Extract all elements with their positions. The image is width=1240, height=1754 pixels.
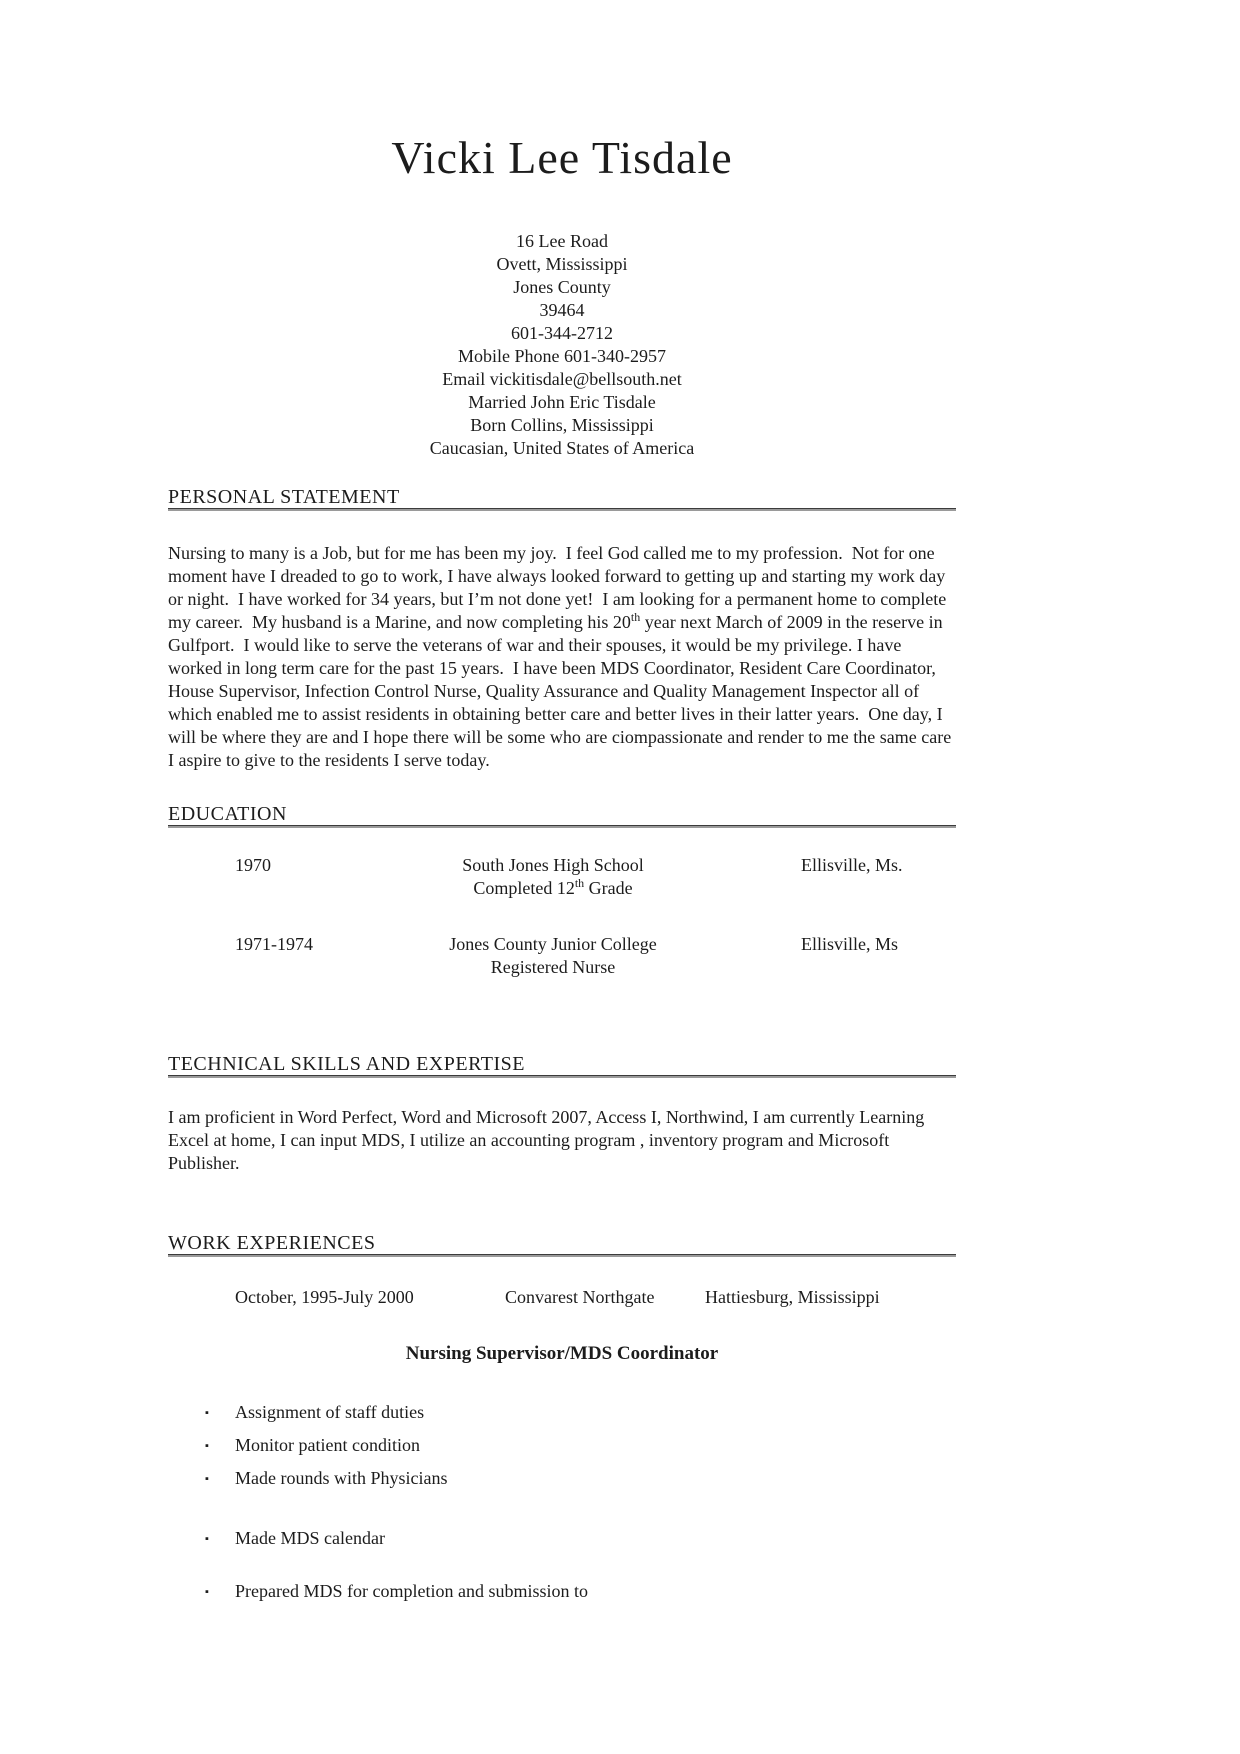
duty-text: Prepared MDS for completion and submission to bbox=[235, 1581, 588, 1601]
education-years: 1970 bbox=[235, 855, 271, 875]
education-school-name: South Jones High School bbox=[462, 855, 644, 875]
job-dates: October, 1995-July 2000 bbox=[235, 1287, 414, 1307]
contact-line-marital: Married John Eric Tisdale bbox=[468, 392, 656, 412]
duty-text: Monitor patient condition bbox=[235, 1435, 420, 1455]
bullet-icon: ▪ bbox=[205, 1533, 209, 1545]
contact-line-mobile: Mobile Phone 601-340-2957 bbox=[458, 346, 666, 366]
contact-block bbox=[168, 230, 956, 460]
education-rule bbox=[168, 825, 956, 828]
contact-line-email: Email vickitisdale@bellsouth.net bbox=[442, 369, 682, 389]
personal-statement-superscript: th bbox=[630, 610, 641, 624]
education-location: Ellisville, Ms bbox=[801, 934, 899, 954]
bullet-icon: ▪ bbox=[205, 1586, 209, 1598]
technical-skills-heading: TECHNICAL SKILLS AND EXPERTISE bbox=[168, 1053, 525, 1075]
education-school-name: Jones County Junior College bbox=[449, 934, 657, 954]
contact-line-zip: 39464 bbox=[539, 300, 585, 320]
list-item bbox=[168, 1527, 956, 1553]
list-item bbox=[168, 1401, 956, 1427]
education-school bbox=[333, 854, 773, 900]
duty-text: Made rounds with Physicians bbox=[235, 1468, 448, 1488]
page-title: Vicki Lee Tisdale bbox=[391, 132, 733, 183]
contact-line-ethnicity: Caucasian, United States of America bbox=[429, 438, 695, 458]
contact-line-phone: 601-344-2712 bbox=[511, 323, 613, 343]
education-school bbox=[333, 933, 773, 979]
bullet-icon: ▪ bbox=[205, 1440, 209, 1452]
contact-line-born: Born Collins, Mississippi bbox=[470, 415, 654, 435]
education-heading: EDUCATION bbox=[168, 803, 287, 825]
personal-statement-text-part2: year next March of 2009 in the reserve in Gulfport. I would like to serve the veterans of war and their spouses, it would be my privilege. I have worked in long term care for the past 15 years. I have been MDS Coordinator, Resident Care Coordinator, House Supervisor, Infection Control Nurse, Quality Assurance and Quality Management Inspector all of which enabled me to assist residents in obtaining better care and better lives in their latter years. One day, I will be where they are and I hope there will be some who are ciompassionate and render to me the same care I aspire to give to the residents I serve today. bbox=[168, 612, 956, 770]
duty-text: Assignment of staff duties bbox=[235, 1402, 425, 1422]
section-technical-skills bbox=[168, 1053, 956, 1175]
contact-line-city: Ovett, Mississippi bbox=[496, 254, 628, 274]
list-item bbox=[168, 1467, 956, 1493]
work-experiences-rule bbox=[168, 1254, 956, 1257]
technical-skills-text: I am proficient in Word Perfect, Word and Microsoft 2007, Access I, Northwind, I am currently Learning Excel at home, I can input MDS, I utilize an accounting program , inventory program and Microsoft Publisher. bbox=[168, 1107, 929, 1173]
education-detail-part1: Completed 12 bbox=[473, 878, 575, 898]
duty-text: Made MDS calendar bbox=[235, 1528, 385, 1548]
job-title: Nursing Supervisor/MDS Coordinator bbox=[405, 1343, 719, 1364]
education-detail-superscript: th bbox=[574, 876, 585, 890]
education-detail-part2: Grade bbox=[584, 878, 633, 898]
education-years: 1971-1974 bbox=[235, 934, 313, 954]
contact-line-county: Jones County bbox=[513, 277, 611, 297]
job-employer: Convarest Northgate bbox=[505, 1287, 655, 1307]
education-row bbox=[168, 854, 956, 900]
personal-statement-heading: PERSONAL STATEMENT bbox=[168, 486, 400, 508]
education-row bbox=[168, 933, 956, 979]
education-school-detail bbox=[333, 877, 773, 900]
technical-skills-rule bbox=[168, 1075, 956, 1078]
personal-statement-text bbox=[168, 542, 956, 772]
personal-statement-rule bbox=[168, 508, 956, 511]
education-location: Ellisville, Ms. bbox=[801, 855, 903, 875]
section-work-experiences bbox=[168, 1232, 956, 1606]
list-item bbox=[168, 1580, 956, 1606]
personal-statement-text-part1: Nursing to many is a Job, but for me has been my joy. I feel God called me to my profession. Not for one moment have I dreaded to go to work, I have always looked forward to getting up and starting my work day or night. I have worked for 34 years, but I’m not done yet! I am looking for a permanent home to complete my career. My husband is a Marine, and now completing his 20 bbox=[168, 543, 951, 632]
job-duties-list bbox=[168, 1401, 956, 1606]
contact-line-address: 16 Lee Road bbox=[516, 231, 608, 251]
work-experiences-heading: WORK EXPERIENCES bbox=[168, 1232, 376, 1254]
bullet-icon: ▪ bbox=[205, 1473, 209, 1485]
education-school-detail: Registered Nurse bbox=[490, 957, 616, 977]
job-header-row bbox=[168, 1286, 956, 1309]
bullet-icon: ▪ bbox=[205, 1407, 209, 1419]
list-item bbox=[168, 1434, 956, 1460]
section-personal-statement bbox=[168, 486, 956, 772]
section-education bbox=[168, 803, 956, 979]
job-location: Hattiesburg, Mississippi bbox=[705, 1287, 880, 1307]
